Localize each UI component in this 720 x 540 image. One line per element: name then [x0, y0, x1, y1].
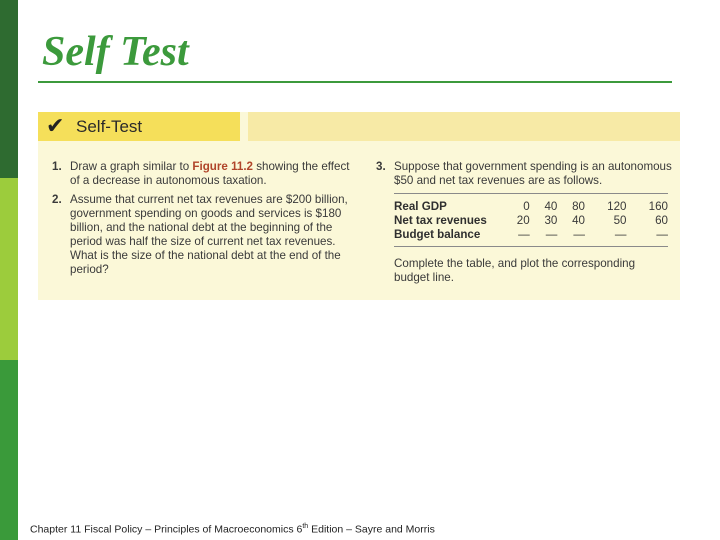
table-cell: 20 — [516, 214, 530, 227]
row-label: Net tax revenues — [394, 214, 487, 227]
table-row — [394, 214, 668, 228]
table-cell: 40 — [572, 214, 586, 227]
footer-text-pre: Chapter 11 Fiscal Policy – Principles of Macroeconomics 6 — [30, 523, 303, 536]
row-label: Budget balance — [394, 228, 481, 241]
banner-extension — [248, 112, 680, 141]
slide-title: Self Test — [42, 29, 189, 75]
table-cell: — — [656, 228, 668, 241]
slide-footer — [30, 520, 435, 537]
table-cell: 30 — [544, 214, 558, 227]
question-1-text-post: showing the effect of a decrease in autonomous taxation. — [70, 160, 350, 187]
self-test-banner — [38, 112, 240, 141]
question-number: 3. — [376, 160, 386, 173]
question-1-text-pre: Draw a graph similar to — [70, 160, 193, 173]
table-row — [394, 200, 668, 214]
question-3-instruction: Complete the table, and plot the corresponding budget line. — [394, 257, 636, 284]
table-rule-bottom — [394, 246, 668, 247]
sidebar-block-light — [0, 178, 18, 360]
questions-right-column — [376, 160, 672, 285]
footer-superscript: th — [302, 523, 309, 530]
sidebar-stripe — [0, 0, 18, 540]
table-cell: — — [518, 228, 530, 241]
table-cell: — — [573, 228, 586, 241]
table-cell: 40 — [544, 200, 558, 213]
table-cell: 160 — [648, 200, 668, 213]
question-3-text: Suppose that government spending is an autonomous $50 and net tax revenues are as follows. — [394, 160, 672, 187]
question-3 — [376, 160, 672, 188]
banner-label: Self-Test — [76, 117, 143, 136]
table-cell: 0 — [523, 200, 530, 213]
question-number: 1. — [52, 160, 62, 173]
question-number: 2. — [52, 193, 62, 206]
figure-reference: Figure 11.2 — [192, 160, 253, 173]
table-cell: — — [545, 228, 558, 241]
questions-left-column — [52, 160, 358, 282]
question-2-text: Assume that current net tax revenues are $200 billion, government spending on goods and services is $180 billion, and the national debt at the beginning of the period was half the size of current net tax revenues. What is the size of the national debt at the end of the period? — [70, 193, 348, 276]
row-label: Real GDP — [394, 200, 447, 213]
table-cell: 120 — [607, 200, 627, 213]
table-rule-top — [394, 193, 668, 194]
table-cell: 50 — [613, 214, 627, 227]
question-1 — [52, 160, 358, 188]
footer-text-post: Edition – Sayre and Morris — [308, 523, 435, 536]
table-cell: 80 — [572, 200, 586, 213]
table-row — [394, 228, 668, 242]
checkmark-icon: ✔ — [46, 114, 65, 139]
budget-table — [394, 200, 668, 242]
self-test-panel — [38, 112, 680, 300]
title-divider — [38, 81, 672, 83]
table-cell: — — [614, 228, 627, 241]
sidebar-block-dark — [0, 0, 18, 178]
table-cell: 60 — [655, 214, 668, 227]
question-2 — [52, 193, 358, 277]
sidebar-block-mid — [0, 360, 18, 540]
